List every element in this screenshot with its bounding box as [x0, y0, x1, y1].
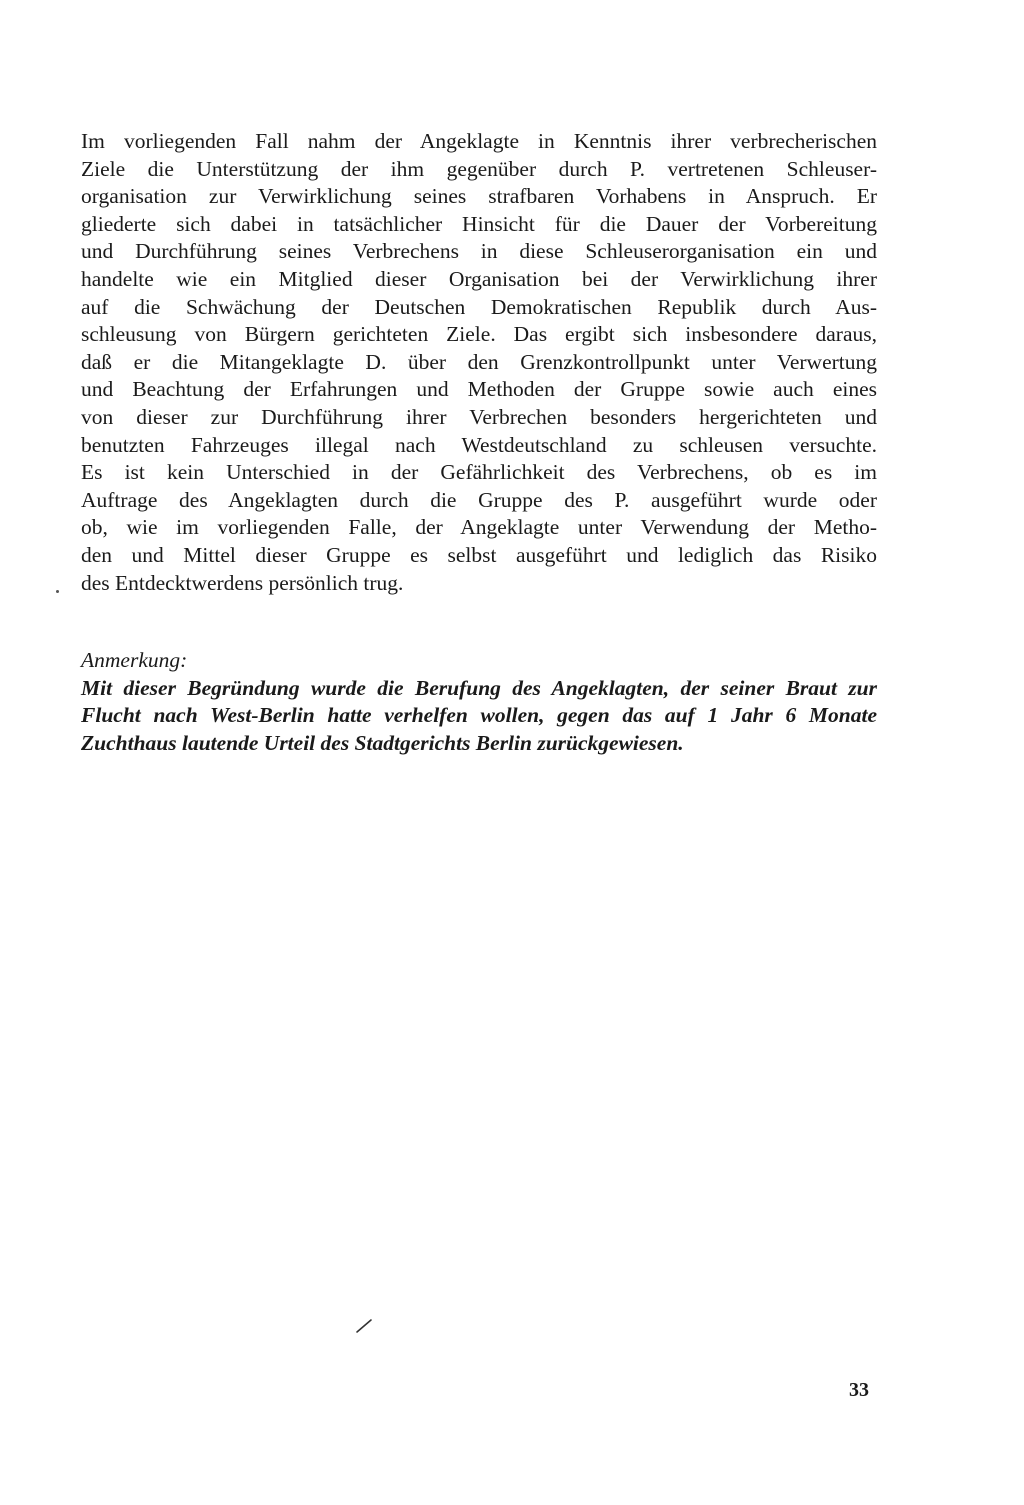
page-number: 33: [849, 1379, 869, 1401]
body-line-15: ob, wie im vorliegenden Falle, der Angeklagte unter Verwendung der Metho-: [81, 515, 877, 540]
body-line-10: und Beachtung der Erfahrungen und Methoden der Gruppe sowie auch eines: [81, 377, 877, 402]
body-line-1: Im vorliegenden Fall nahm der Angeklagte in Kenntnis ihrer verbrecherischen: [81, 129, 877, 153]
annotation-line-2: Flucht nach West-Berlin hatte verhelfen wollen, gegen das auf 1 Jahr 6 Monate: [81, 703, 877, 728]
body-line-4: gliederte sich dabei in tatsächlicher Hinsicht für die Dauer der Vorbereitung: [81, 211, 877, 236]
body-line-16: den und Mittel dieser Gruppe es selbst ausgeführt und lediglich das Risiko: [81, 542, 877, 567]
annotation-block: [81, 647, 877, 757]
body-text: [81, 128, 877, 597]
body-line-2: Ziele die Unterstützung der ihm gegenüber durch P. vertretenen Schleuser-: [81, 156, 877, 181]
body-line-3: organisation zur Verwirklichung seines strafbaren Vorhabens in Anspruch. Er: [81, 184, 877, 209]
body-line-17: des Entdecktwerdens persönlich trug.: [81, 570, 404, 595]
annotation-heading: Anmerkung:: [81, 648, 188, 672]
body-line-6: handelte wie ein Mitglied dieser Organisation bei der Verwirklichung ihrer: [81, 266, 877, 291]
stray-pencil-mark: [355, 1318, 373, 1334]
body-line-14: Auftrage des Angeklagten durch die Gruppe des P. ausgeführt wurde oder: [81, 487, 877, 512]
body-line-11: von dieser zur Durchführung ihrer Verbrechen besonders hergerichteten und: [81, 404, 877, 429]
body-line-12: benutzten Fahrzeuges illegal nach Westdeutschland zu schleusen versuchte.: [81, 432, 877, 457]
body-line-13: Es ist kein Unterschied in der Gefährlichkeit des Verbrechens, ob es im: [81, 460, 877, 485]
margin-dot: [56, 590, 59, 593]
body-line-7: auf die Schwächung der Deutschen Demokratischen Republik durch Aus-: [81, 294, 877, 319]
annotation-line-3: Zuchthaus lautende Urteil des Stadtgerichts Berlin zurückgewiesen.: [81, 730, 684, 755]
body-line-9: daß er die Mitangeklagte D. über den Grenzkontrollpunkt unter Verwertung: [81, 349, 877, 374]
annotation-line-1: Mit dieser Begründung wurde die Berufung des Angeklagten, der seiner Braut zur: [81, 675, 877, 700]
body-line-5: und Durchführung seines Verbrechens in diese Schleuserorganisation ein und: [81, 239, 877, 264]
body-line-8: schleusung von Bürgern gerichteten Ziele. Das ergibt sich insbesondere daraus,: [81, 322, 877, 347]
